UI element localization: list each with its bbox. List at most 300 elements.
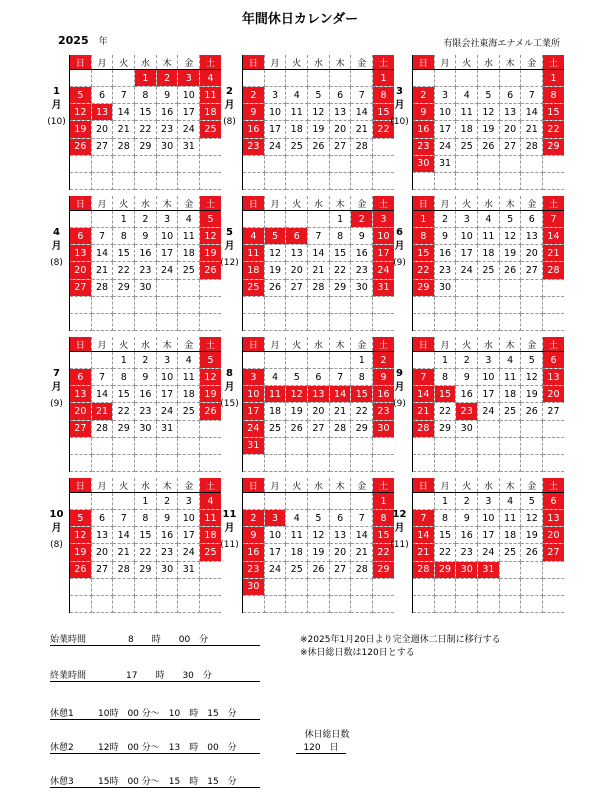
weekday-header: 月 (434, 55, 456, 70)
empty-cell (243, 155, 264, 172)
day-cell: 30 (434, 279, 456, 296)
weekday-header: 土 (200, 337, 221, 352)
weekday-header: 金 (521, 478, 543, 493)
weekday-header: 土 (200, 196, 221, 211)
day-cell: 20 (91, 121, 113, 138)
empty-cell (413, 70, 434, 87)
empty-cell (329, 578, 351, 595)
empty-cell (521, 420, 543, 437)
empty-cell (413, 454, 434, 471)
day-cell: 12 (70, 104, 91, 121)
empty-cell (113, 493, 135, 510)
weekday-header: 土 (543, 196, 564, 211)
day-cell: 20 (70, 262, 91, 279)
empty-cell (456, 454, 478, 471)
day-cell: 27 (91, 561, 113, 578)
weekday-header: 土 (373, 196, 394, 211)
day-cell: 6 (308, 369, 330, 386)
weekday-header: 月 (434, 196, 456, 211)
day-cell: 11 (499, 510, 521, 527)
empty-cell (521, 172, 543, 189)
day-cell: 8 (413, 228, 434, 245)
month-calendar (218, 478, 388, 613)
empty-cell (156, 172, 178, 189)
empty-cell (456, 313, 478, 330)
empty-cell (113, 313, 135, 330)
weekday-header: 土 (543, 55, 564, 70)
day-cell: 1 (434, 493, 456, 510)
month-calendar (218, 55, 388, 190)
weekday-header: 月 (91, 478, 113, 493)
month-label-column (388, 337, 413, 472)
day-cell: 25 (478, 262, 500, 279)
empty-cell (113, 172, 135, 189)
weekday-header: 月 (91, 337, 113, 352)
weekday-header: 木 (156, 55, 178, 70)
day-cell: 29 (135, 561, 157, 578)
day-cell: 24 (373, 262, 394, 279)
day-cell: 22 (434, 403, 456, 420)
day-cell: 14 (91, 386, 113, 403)
empty-cell (434, 70, 456, 87)
empty-cell (434, 578, 456, 595)
month-label-column (218, 55, 243, 190)
day-cell: 23 (373, 403, 394, 420)
day-cell: 13 (91, 527, 113, 544)
day-cell: 1 (351, 352, 373, 369)
day-cell: 11 (456, 104, 478, 121)
empty-cell (70, 595, 91, 612)
day-cell: 19 (521, 527, 543, 544)
empty-cell (351, 172, 373, 189)
day-cell: 30 (243, 578, 264, 595)
month-label-column (45, 337, 70, 472)
day-cell: 30 (135, 420, 157, 437)
empty-cell (91, 155, 113, 172)
day-cell: 9 (373, 369, 394, 386)
weekday-header: 土 (373, 478, 394, 493)
empty-cell (264, 595, 286, 612)
empty-cell (478, 437, 500, 454)
day-cell: 25 (200, 121, 221, 138)
empty-cell (113, 578, 135, 595)
break3-value: 15時 00 分～ 15 時 15 分 (98, 777, 237, 787)
day-cell: 27 (521, 262, 543, 279)
empty-cell (351, 437, 373, 454)
day-cell: 18 (243, 262, 264, 279)
empty-cell (308, 172, 330, 189)
month-name: 8 月 (224, 368, 235, 393)
day-cell: 15 (113, 245, 135, 262)
month-grid (243, 55, 394, 190)
weekday-header: 火 (286, 337, 308, 352)
weekday-header: 日 (413, 478, 434, 493)
empty-cell (308, 454, 330, 471)
empty-cell (264, 493, 286, 510)
weekday-header: 日 (413, 55, 434, 70)
break2-row (50, 740, 237, 753)
empty-cell (70, 578, 91, 595)
month-holiday-count: (9) (50, 399, 63, 409)
weekday-header: 日 (70, 478, 91, 493)
day-cell: 3 (156, 352, 178, 369)
day-cell: 5 (70, 87, 91, 104)
day-cell: 21 (91, 403, 113, 420)
empty-cell (456, 155, 478, 172)
weekday-header: 土 (543, 478, 564, 493)
empty-cell (434, 172, 456, 189)
empty-cell (286, 493, 308, 510)
day-cell: 16 (456, 527, 478, 544)
day-cell: 17 (264, 544, 286, 561)
day-cell: 28 (91, 420, 113, 437)
empty-cell (329, 313, 351, 330)
empty-cell (413, 595, 434, 612)
day-cell: 19 (308, 544, 330, 561)
empty-cell (308, 155, 330, 172)
day-cell: 4 (456, 87, 478, 104)
empty-cell (499, 172, 521, 189)
weekday-header: 金 (351, 337, 373, 352)
day-cell: 3 (264, 510, 286, 527)
day-cell: 26 (521, 544, 543, 561)
weekday-header: 月 (264, 196, 286, 211)
day-cell: 1 (113, 352, 135, 369)
day-cell: 10 (264, 104, 286, 121)
empty-cell (543, 313, 564, 330)
empty-cell (70, 155, 91, 172)
day-cell: 24 (456, 262, 478, 279)
month-calendar (45, 196, 215, 331)
month-calendar (388, 478, 558, 613)
day-cell: 28 (351, 561, 373, 578)
day-cell: 7 (308, 228, 330, 245)
month-label-column (388, 55, 413, 190)
day-cell: 15 (413, 245, 434, 262)
day-cell: 27 (286, 279, 308, 296)
day-cell: 18 (499, 386, 521, 403)
empty-cell (243, 211, 264, 228)
month-calendar (45, 337, 215, 472)
empty-cell (499, 595, 521, 612)
empty-cell (308, 352, 330, 369)
weekday-header: 木 (499, 55, 521, 70)
day-cell: 17 (243, 403, 264, 420)
day-cell: 14 (413, 527, 434, 544)
day-cell: 9 (135, 228, 157, 245)
weekday-header: 金 (178, 196, 200, 211)
day-cell: 16 (156, 527, 178, 544)
empty-cell (113, 296, 135, 313)
day-cell: 12 (478, 104, 500, 121)
day-cell: 13 (543, 510, 564, 527)
empty-cell (413, 313, 434, 330)
empty-cell (543, 578, 564, 595)
empty-cell (286, 172, 308, 189)
weekday-header: 火 (456, 55, 478, 70)
empty-cell (456, 595, 478, 612)
month-grid (70, 55, 221, 190)
empty-cell (543, 561, 564, 578)
day-cell: 19 (70, 544, 91, 561)
empty-cell (91, 493, 113, 510)
empty-cell (543, 155, 564, 172)
day-cell: 22 (135, 544, 157, 561)
weekday-header: 木 (329, 196, 351, 211)
day-cell: 6 (91, 87, 113, 104)
empty-cell (308, 296, 330, 313)
day-cell: 21 (413, 403, 434, 420)
weekday-header: 木 (156, 337, 178, 352)
day-cell: 14 (329, 386, 351, 403)
empty-cell (156, 155, 178, 172)
day-cell: 22 (135, 121, 157, 138)
day-cell: 14 (543, 228, 564, 245)
empty-cell (91, 70, 113, 87)
day-cell: 8 (113, 369, 135, 386)
day-cell: 7 (91, 228, 113, 245)
empty-cell (286, 352, 308, 369)
day-cell: 19 (521, 386, 543, 403)
day-cell: 27 (70, 420, 91, 437)
day-cell: 2 (135, 352, 157, 369)
day-cell: 2 (456, 493, 478, 510)
day-cell: 5 (308, 87, 330, 104)
empty-cell (178, 296, 200, 313)
weekday-header: 日 (413, 196, 434, 211)
day-cell: 11 (200, 510, 221, 527)
day-cell: 1 (373, 493, 394, 510)
day-cell: 23 (156, 121, 178, 138)
day-cell: 31 (178, 561, 200, 578)
weekday-header: 火 (113, 196, 135, 211)
break1-label: 休憩1 (50, 709, 74, 719)
year-number: 2025 (58, 34, 89, 47)
empty-cell (135, 454, 157, 471)
day-cell: 30 (413, 155, 434, 172)
day-cell: 12 (200, 369, 221, 386)
day-cell: 9 (456, 369, 478, 386)
break2-label: 休憩2 (50, 743, 74, 753)
day-cell: 9 (351, 228, 373, 245)
empty-cell (70, 454, 91, 471)
day-cell: 1 (413, 211, 434, 228)
weekday-header: 水 (308, 55, 330, 70)
weekday-header: 月 (91, 55, 113, 70)
empty-cell (329, 70, 351, 87)
day-cell: 8 (135, 87, 157, 104)
month-label-column (218, 478, 243, 613)
month-calendar (388, 196, 558, 331)
note-line-1: ※2025年1月20日より完全週休二日制に移行する (300, 635, 501, 645)
day-cell: 24 (178, 121, 200, 138)
page-title: 年間休日カレンダー (241, 12, 359, 27)
day-cell: 2 (434, 211, 456, 228)
empty-cell (286, 595, 308, 612)
day-cell: 27 (499, 138, 521, 155)
day-cell: 8 (434, 510, 456, 527)
day-cell: 18 (178, 386, 200, 403)
month-calendar (45, 55, 215, 190)
empty-cell (308, 437, 330, 454)
empty-cell (156, 578, 178, 595)
day-cell: 20 (499, 121, 521, 138)
day-cell: 24 (156, 262, 178, 279)
weekday-header: 火 (456, 337, 478, 352)
day-cell: 16 (351, 245, 373, 262)
weekday-header: 木 (156, 196, 178, 211)
empty-cell (135, 437, 157, 454)
day-cell: 14 (308, 245, 330, 262)
day-cell: 9 (243, 527, 264, 544)
day-cell: 12 (499, 228, 521, 245)
day-cell: 7 (521, 87, 543, 104)
empty-cell (521, 155, 543, 172)
empty-cell (178, 279, 200, 296)
day-cell: 22 (351, 403, 373, 420)
day-cell: 19 (478, 121, 500, 138)
day-cell: 17 (178, 104, 200, 121)
weekday-header: 火 (456, 478, 478, 493)
day-cell: 22 (373, 121, 394, 138)
day-cell: 11 (286, 527, 308, 544)
day-cell: 29 (434, 561, 456, 578)
empty-cell (70, 437, 91, 454)
day-cell: 11 (178, 369, 200, 386)
month-label-column (45, 55, 70, 190)
day-cell: 22 (543, 121, 564, 138)
weekday-header: 月 (434, 478, 456, 493)
empty-cell (413, 437, 434, 454)
weekday-header: 金 (178, 55, 200, 70)
day-cell: 6 (329, 510, 351, 527)
empty-cell (135, 578, 157, 595)
weekday-header: 木 (499, 337, 521, 352)
day-cell: 14 (413, 386, 434, 403)
empty-cell (434, 454, 456, 471)
empty-cell (478, 578, 500, 595)
day-cell: 15 (373, 527, 394, 544)
empty-cell (70, 70, 91, 87)
day-cell: 12 (264, 245, 286, 262)
weekday-header: 木 (329, 337, 351, 352)
weekday-header: 土 (373, 55, 394, 70)
day-cell: 29 (373, 561, 394, 578)
month-grid (70, 337, 221, 472)
day-cell: 5 (499, 211, 521, 228)
end-time-value: 17 時 30 分 (126, 671, 212, 681)
day-cell: 23 (243, 138, 264, 155)
month-grid (243, 196, 394, 331)
day-cell: 22 (434, 544, 456, 561)
month-name: 10 月 (49, 509, 64, 534)
weekday-header: 水 (478, 196, 500, 211)
day-cell: 15 (351, 386, 373, 403)
empty-cell (264, 352, 286, 369)
day-cell: 13 (70, 386, 91, 403)
empty-cell (135, 172, 157, 189)
day-cell: 4 (243, 228, 264, 245)
empty-cell (521, 70, 543, 87)
day-cell: 24 (478, 403, 500, 420)
month-label-column (388, 196, 413, 331)
month-calendar (388, 337, 558, 472)
month-label-column (388, 478, 413, 613)
month-holiday-count: (10) (47, 117, 66, 127)
day-cell: 7 (113, 87, 135, 104)
day-cell: 31 (478, 561, 500, 578)
weekday-header: 月 (264, 337, 286, 352)
empty-cell (478, 279, 500, 296)
empty-cell (113, 595, 135, 612)
weekday-header: 金 (351, 196, 373, 211)
month-name: 1 月 (51, 86, 62, 111)
month-calendar (45, 478, 215, 613)
day-cell: 10 (156, 369, 178, 386)
weekday-header: 日 (243, 337, 264, 352)
empty-cell (329, 155, 351, 172)
month-name: 5 月 (224, 227, 235, 252)
day-cell: 23 (135, 403, 157, 420)
day-cell: 13 (329, 104, 351, 121)
day-cell: 10 (178, 87, 200, 104)
day-cell: 13 (499, 104, 521, 121)
day-cell: 28 (521, 138, 543, 155)
day-cell: 10 (478, 369, 500, 386)
month-grid (70, 478, 221, 613)
empty-cell (243, 70, 264, 87)
day-cell: 2 (243, 510, 264, 527)
day-cell: 24 (434, 138, 456, 155)
weekday-header: 木 (156, 478, 178, 493)
day-cell: 8 (113, 228, 135, 245)
empty-cell (178, 172, 200, 189)
month-name: 9 月 (394, 368, 405, 393)
end-time-label: 終業時間 (50, 671, 87, 681)
empty-cell (70, 211, 91, 228)
day-cell: 25 (178, 262, 200, 279)
day-cell: 15 (135, 527, 157, 544)
day-cell: 21 (113, 544, 135, 561)
day-cell: 15 (434, 527, 456, 544)
day-cell: 4 (200, 493, 221, 510)
day-cell: 3 (178, 70, 200, 87)
day-cell: 10 (264, 527, 286, 544)
weekday-header: 水 (135, 55, 157, 70)
day-cell: 21 (413, 544, 434, 561)
weekday-header: 月 (91, 196, 113, 211)
day-cell: 14 (113, 104, 135, 121)
day-cell: 22 (113, 262, 135, 279)
month-grid (243, 337, 394, 472)
day-cell: 4 (200, 70, 221, 87)
day-cell: 1 (135, 493, 157, 510)
day-cell: 2 (156, 70, 178, 87)
day-cell: 31 (178, 138, 200, 155)
empty-cell (156, 279, 178, 296)
day-cell: 22 (329, 262, 351, 279)
day-cell: 20 (543, 527, 564, 544)
empty-cell (243, 493, 264, 510)
day-cell: 22 (413, 262, 434, 279)
day-cell: 5 (200, 211, 221, 228)
day-cell: 19 (264, 262, 286, 279)
day-cell: 7 (543, 211, 564, 228)
start-time-row (50, 632, 209, 645)
day-cell: 1 (434, 352, 456, 369)
day-cell: 3 (456, 211, 478, 228)
day-cell: 14 (91, 245, 113, 262)
